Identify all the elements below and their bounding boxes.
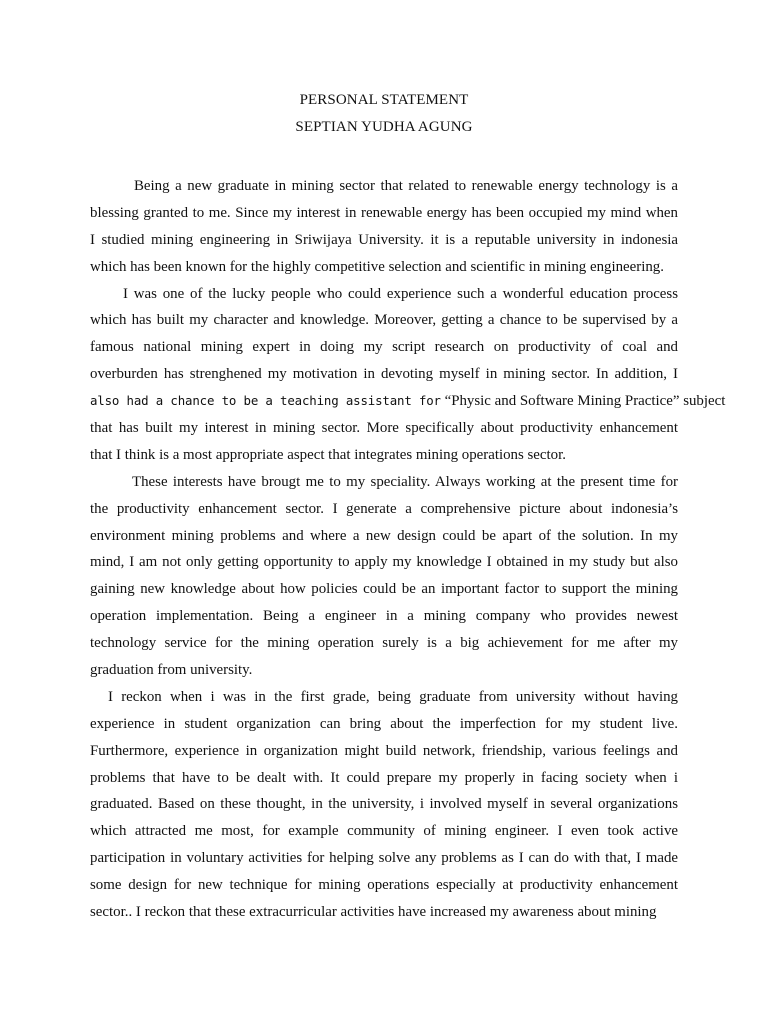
paragraph-line: These interests have brougt me to my speciality. Always working at the present time for	[132, 473, 678, 490]
paragraph-line: I was one of the lucky people who could experience such a wonderful education process	[123, 285, 678, 302]
paragraph-line: overburden has strenghened my motivation in devoting myself in mining sector. In addition, I	[90, 366, 678, 383]
paragraph-line: technology service for the mining operation surely is a big achievement for me after my	[90, 635, 678, 652]
paragraph-line: the productivity enhancement sector. I generate a comprehensive picture about indonesia’s	[90, 500, 678, 517]
paragraph-line: that I think is a most appropriate aspect that integrates mining operations sector.	[90, 446, 566, 463]
paragraph-line: famous national mining expert in doing my script research on productivity of coal and	[90, 339, 678, 356]
paragraph	[90, 173, 678, 281]
paragraph-line: which has been known for the highly competitive selection and scientific in mining engineering.	[90, 258, 664, 275]
paragraph-line: some design for new technique for mining operations especially at productivity enhancement	[90, 877, 678, 894]
paragraph-line: graduation from university.	[90, 662, 253, 679]
document-body	[90, 173, 726, 926]
paragraph	[90, 684, 678, 926]
paragraph-line: environment mining problems and where a new design could be apart of the solution. In my	[90, 527, 678, 544]
paragraph	[90, 469, 678, 684]
paragraph-line: mind, I am not only getting opportunity to apply my knowledge I obtained in my study but also	[90, 554, 678, 571]
page-title: PERSONAL STATEMENT	[299, 92, 469, 108]
paragraph-line: graduated. Based on these thought, in the university, i involved myself in several organizations	[90, 796, 678, 813]
paragraph-line: which attracted me most, for example community of mining engineer. I even took active	[90, 823, 678, 840]
paragraph-line: also had a chance to be a teaching assistant for “Physic and Software Mining Practice” subject	[90, 393, 726, 410]
paragraph-line: sector.. I reckon that these extracurricular activities have increased my awareness about mining	[90, 904, 657, 921]
paragraph-line: that has built my interest in mining sector. More specifically about productivity enhancement	[90, 420, 678, 437]
paragraph-line: gaining new knowledge about how policies could be an important factor to support the mining	[90, 581, 678, 598]
paragraph-line: blessing granted to me. Since my interest in renewable energy has been occupied my mind when	[90, 204, 678, 221]
paragraph-line: participation in voluntary activities for helping solve any problems as I can do with that, I made	[90, 850, 678, 867]
paragraph-line: which has built my character and knowledge. Moreover, getting a chance to be supervised by a	[90, 312, 678, 329]
paragraph-line: operation implementation. Being a engineer in a mining company who provides newest	[90, 608, 678, 625]
paragraph-line: problems that have to be dealt with. It could prepare my properly in facing society when i	[90, 769, 678, 786]
paragraph	[90, 281, 726, 469]
paragraph-line: I reckon when i was in the first grade, being graduate from university without having	[108, 688, 678, 705]
paragraph-line: Furthermore, experience in organization might build network, friendship, various feelings and	[90, 742, 678, 759]
paragraph-line: experience in student organization can bring about the imperfection for my student live.	[90, 715, 678, 732]
paragraph-line: I studied mining engineering in Sriwijaya University. it is a reputable university in indonesia	[90, 231, 678, 248]
author-name: SEPTIAN YUDHA AGUNG	[295, 119, 473, 135]
paragraph-line: Being a new graduate in mining sector that related to renewable energy technology is a	[134, 178, 678, 194]
